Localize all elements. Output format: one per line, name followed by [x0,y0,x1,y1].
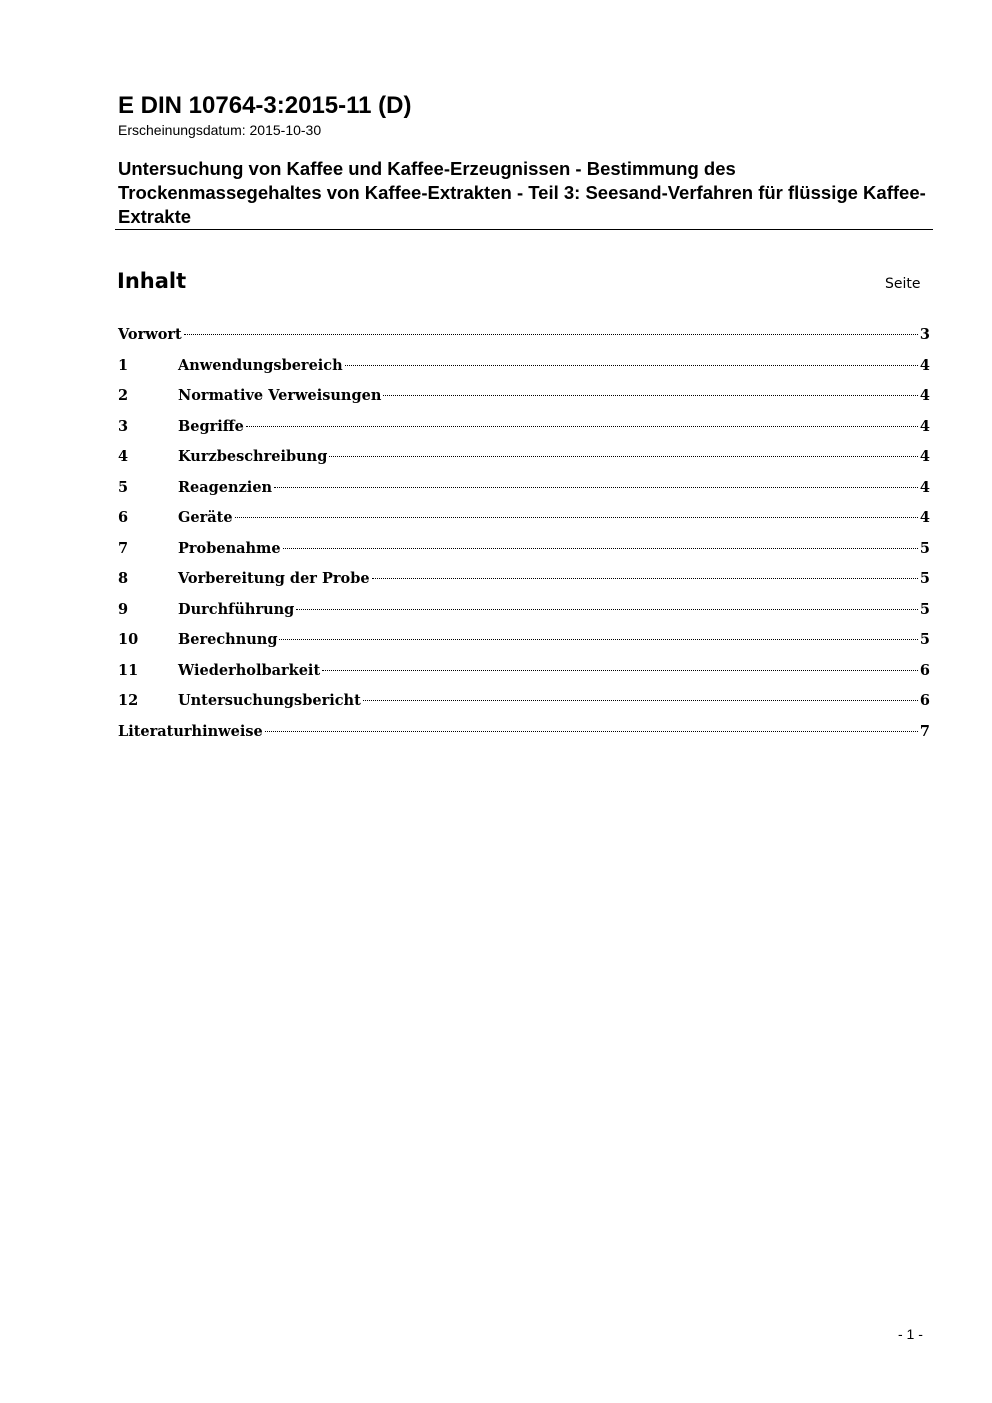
toc-entry-wiederholbarkeit[interactable] [118,659,930,690]
toc-entry-label: Vorwort [118,326,182,343]
toc-entry-geraete[interactable] [118,506,930,537]
toc-entry-number: 12 [118,692,139,709]
document-number: E DIN 10764-3:2015-11 (D) [118,92,412,119]
toc-entry-number: 6 [118,509,129,526]
toc-entry-page: 7 [919,722,930,740]
toc-entry-page: 5 [919,631,930,648]
toc-entry-untersuchungsbericht[interactable] [118,689,930,720]
toc-entry-label: Untersuchungsbericht [178,692,361,709]
toc-entry-label: Kurzbeschreibung [178,448,328,465]
toc-entry-probenahme[interactable] [118,537,930,568]
toc-entry-number: 1 [118,356,129,374]
toc-leader-dots [363,700,918,701]
toc-leader-dots [383,395,918,396]
toc-leader-dots [283,548,918,549]
toc-entry-page: 4 [919,509,930,526]
toc-entry-number: 11 [118,661,139,679]
toc-entry-number: 3 [118,417,129,435]
toc-entry-label: Geräte [178,509,233,526]
document-title: Untersuchung von Kaffee und Kaffee-Erzeugnissen - Bestimmung des Trockenmassegehaltes von Kaffee-Extrakten - Teil 3: Seesand-Verfahren für flüssige Kaffee-Extrakte [118,158,926,227]
toc-entry-label: Probenahme [178,539,281,557]
toc-entry-page: 4 [919,356,930,374]
toc-entry-page: 6 [919,661,930,679]
toc-entry-number: 5 [118,478,129,496]
table-of-contents [118,323,930,750]
toc-entry-page: 5 [919,570,930,587]
toc-entry-literaturhinweise[interactable] [118,720,930,751]
toc-entry-label: Anwendungsbereich [178,356,343,374]
toc-entry-label: Literaturhinweise [118,722,263,740]
toc-entry-page: 4 [919,387,930,404]
toc-page-column-label: Seite [885,276,921,292]
toc-entry-page: 4 [919,448,930,465]
toc-heading: Inhalt [117,269,187,293]
toc-leader-dots [235,517,918,518]
toc-entry-page: 5 [919,539,930,557]
toc-leader-dots [265,731,918,732]
toc-entry-page: 4 [919,417,930,435]
toc-entry-number: 10 [118,631,139,648]
toc-entry-number: 9 [118,600,129,618]
toc-leader-dots [345,365,918,366]
toc-entry-vorbereitung-der-probe[interactable] [118,567,930,598]
page-number: - 1 - [898,1326,923,1342]
toc-entry-label: Durchführung [178,600,295,618]
toc-leader-dots [329,456,918,457]
toc-entry-normative-verweisungen[interactable] [118,384,930,415]
toc-entry-number: 4 [118,448,129,465]
toc-entry-label: Berechnung [178,631,278,648]
toc-entry-number: 7 [118,539,129,557]
toc-entry-page: 4 [919,478,930,496]
toc-leader-dots [184,334,918,335]
toc-leader-dots [322,670,918,671]
toc-leader-dots [279,639,917,640]
toc-entry-anwendungsbereich[interactable] [118,354,930,385]
toc-entry-number: 8 [118,570,129,587]
toc-entry-number: 2 [118,387,129,404]
toc-entry-page: 3 [919,326,930,343]
toc-entry-label: Vorbereitung der Probe [178,570,370,587]
toc-entry-page: 6 [919,692,930,709]
toc-entry-label: Begriffe [178,417,244,435]
toc-entry-reagenzien[interactable] [118,476,930,507]
toc-entry-begriffe[interactable] [118,415,930,446]
toc-entry-berechnung[interactable] [118,628,930,659]
toc-entry-page: 5 [919,600,930,618]
toc-leader-dots [274,487,918,488]
toc-entry-durchfuehrung[interactable] [118,598,930,629]
toc-entry-label: Normative Verweisungen [178,387,382,404]
toc-leader-dots [372,578,918,579]
title-divider [115,229,933,230]
toc-leader-dots [296,609,918,610]
toc-leader-dots [246,426,918,427]
publication-date: Erscheinungsdatum: 2015-10-30 [118,122,322,138]
toc-entry-label: Wiederholbarkeit [178,661,321,679]
toc-entry-vorwort[interactable] [118,323,930,354]
toc-entry-kurzbeschreibung[interactable] [118,445,930,476]
toc-entry-label: Reagenzien [178,478,273,496]
